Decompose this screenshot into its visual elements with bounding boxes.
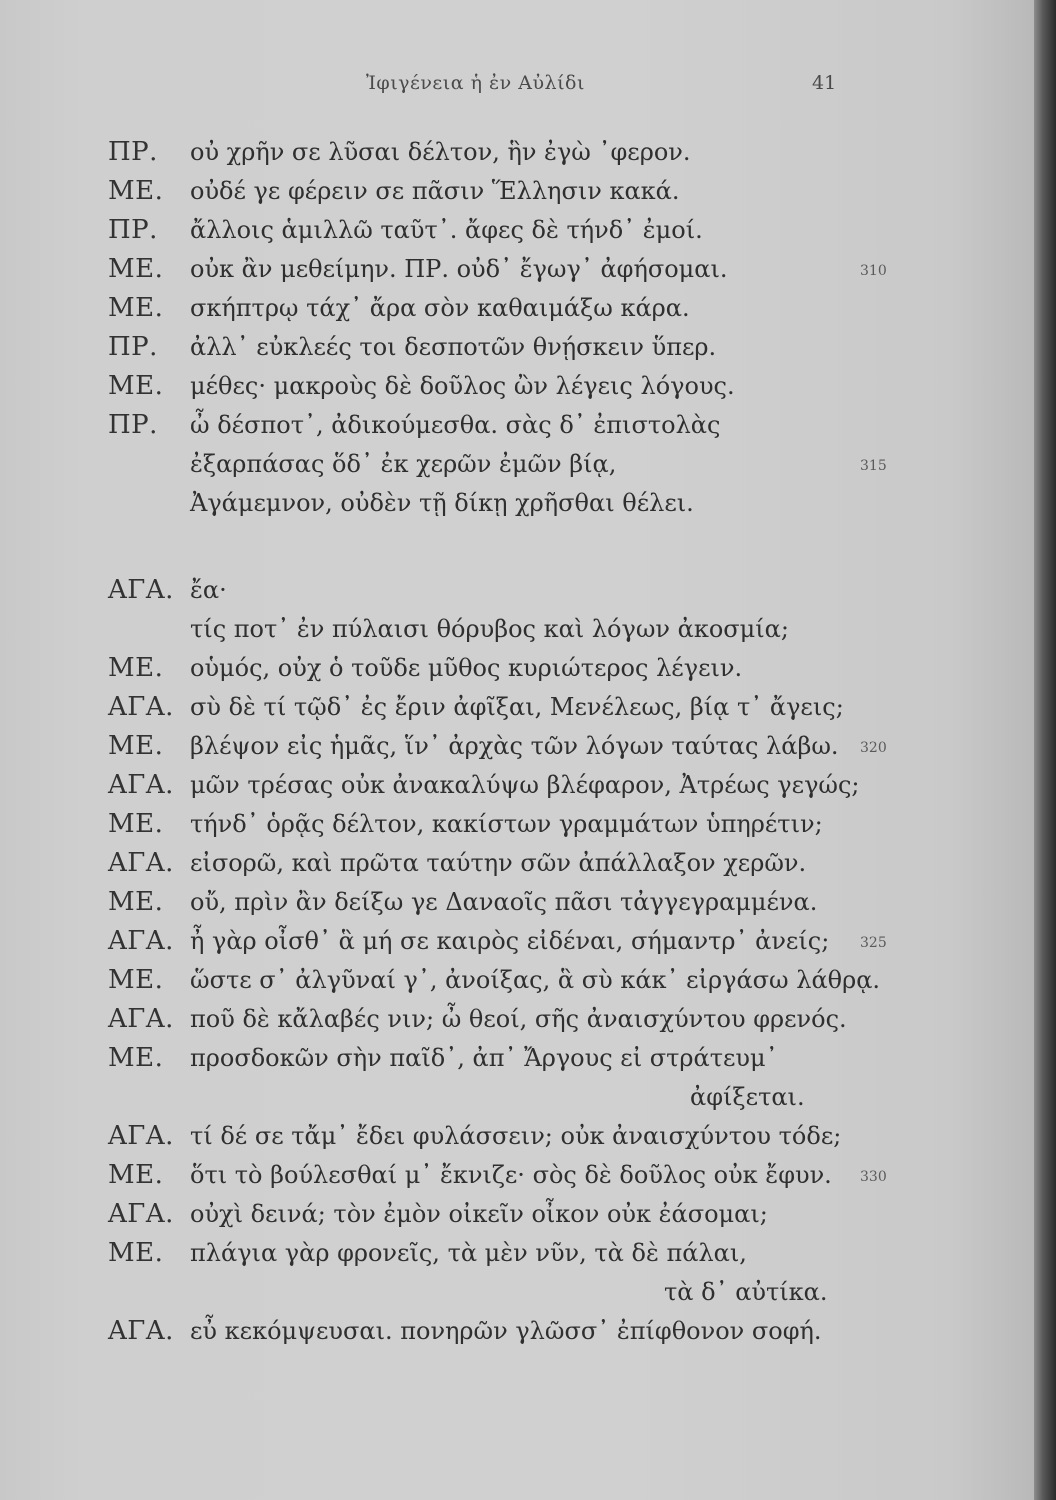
verse-text-line: τί δέ σε τἄμ᾽ ἔδει φυλάσσειν; οὐκ ἀναισχύντου τόδε; [190, 1122, 842, 1150]
running-title: Ἰφιγένεια ἡ ἐν Αὐλίδι [366, 72, 585, 94]
verse-text-line: οὐ χρῆν σε λῦσαι δέλτον, ἣν ἐγὼ ᾽φερον. [190, 138, 691, 166]
verse-line [0, 254, 1034, 294]
speaker-label: ΑΓΑ. [108, 1121, 174, 1151]
verse-text-line: ὦ δέσποτ᾽, ἀδικούμεσθα. σὰς δ᾽ ἐπιστολὰς [190, 411, 721, 439]
verse-line [0, 809, 1034, 849]
speaker-label: ΜΕ. [108, 293, 164, 323]
speaker-label: ΜΕ. [108, 371, 164, 401]
verse-text-line: σκήπτρῳ τάχ᾽ ἄρα σὸν καθαιμάξω κάρα. [190, 294, 690, 322]
verse-text-line: οὐδέ γε φέρειν σε πᾶσιν Ἕλλησιν κακά. [190, 177, 680, 205]
verse-text-line: ἀφίξεται. [690, 1083, 805, 1111]
verse-text-line: ὅτι τὸ βούλεσθαί μ᾽ ἔκνιζε· σὸς δὲ δοῦλος οὐκ ἔφυν. [190, 1161, 832, 1189]
verse-text-line: οὑμός, οὐχ ὁ τοῦδε μῦθος κυριώτερος λέγειν. [190, 654, 743, 682]
verse-text-line: οὐκ ἂν μεθείμην. ΠΡ. οὐδ᾽ ἔγωγ᾽ ἀφήσομαι. [190, 255, 728, 283]
speaker-label: ΠΡ. [108, 332, 158, 362]
verse-text-line: ὥστε σ᾽ ἀλγῦναί γ᾽, ἀνοίξας, ἃ σὺ κάκ᾽ εἰργάσω λάθρᾳ. [190, 966, 881, 994]
page-number: 41 [812, 72, 837, 94]
verse-line [0, 1316, 1034, 1356]
verse-line [0, 1199, 1034, 1239]
verse-text-line: ἄλλοις ἁμιλλῶ ταῦτ᾽. ἄφες δὲ τήνδ᾽ ἐμοί. [190, 216, 703, 244]
verse-text-line: οὔ, πρὶν ἂν δείξω γε Δαναοῖς πᾶσι τἀγγεγραμμένα. [190, 888, 818, 916]
speaker-label: ΜΕ. [108, 965, 164, 995]
verse-text-line: Ἀγάμεμνον, οὐδὲν τῇ δίκῃ χρῆσθαι θέλει. [190, 489, 694, 517]
verse-text-line: ἔα· [190, 576, 227, 604]
verse-text-line: ἀλλ᾽ εὐκλεές τοι δεσποτῶν θνῄσκειν ὕπερ. [190, 333, 717, 361]
speaker-label: ΑΓΑ. [108, 1004, 174, 1034]
speaker-label: ΑΓΑ. [108, 848, 174, 878]
verse-line [0, 1004, 1034, 1044]
speaker-label: ΑΓΑ. [108, 575, 174, 605]
verse-line [0, 1277, 1034, 1317]
speaker-label: ΜΕ. [108, 1043, 164, 1073]
verse-line [0, 614, 1034, 654]
verse-text-line: σὺ δὲ τί τῷδ᾽ ἐς ἔριν ἀφῖξαι, Μενέλεως, βίᾳ τ᾽ ἄγεις; [190, 693, 844, 721]
speaker-label: ΑΓΑ. [108, 926, 174, 956]
speaker-label: ΜΕ. [108, 1160, 164, 1190]
verse-line [0, 371, 1034, 411]
verse-line [0, 1238, 1034, 1278]
speaker-label: ΜΕ. [108, 254, 164, 284]
verse-line [0, 1043, 1034, 1083]
page-edge-shadow [1034, 0, 1056, 1500]
verse-line [0, 215, 1034, 255]
speaker-label: ΑΓΑ. [108, 692, 174, 722]
verse-text-line: ἐξαρπάσας ὅδ᾽ ἐκ χερῶν ἐμῶν βίᾳ, [190, 450, 617, 478]
verse-text-line: μῶν τρέσας οὐκ ἀνακαλύψω βλέφαρον, Ἀτρέως γεγώς; [190, 771, 860, 799]
verse-line [0, 293, 1034, 333]
speaker-label: ΠΡ. [108, 410, 158, 440]
verse-line [0, 731, 1034, 771]
verse-text-line: προσδοκῶν σὴν παῖδ᾽, ἀπ᾽ Ἄργους εἰ στράτευμ᾽ [190, 1044, 778, 1072]
verse-line [0, 887, 1034, 927]
speaker-label: ΑΓΑ. [108, 1199, 174, 1229]
verse-line [0, 332, 1034, 372]
verse-text-line: μέθες· μακροὺς δὲ δοῦλος ὢν λέγεις λόγους. [190, 372, 735, 400]
verse-text-line: βλέψον εἰς ἡμᾶς, ἵν᾽ ἀρχὰς τῶν λόγων ταύτας λάβω. [190, 732, 839, 760]
speaker-label: ΜΕ. [108, 887, 164, 917]
verse-text-line: ποῦ δὲ κἄλαβές νιν; ὦ θεοί, σῆς ἀναισχύντου φρενός. [190, 1005, 847, 1033]
line-number: 310 [860, 263, 887, 279]
verse-text-line: εἰσορῶ, καὶ πρῶτα ταύτην σῶν ἀπάλλαξον χερῶν. [190, 849, 807, 877]
line-number: 330 [860, 1169, 887, 1185]
verse-line [0, 926, 1034, 966]
verse-line [0, 575, 1034, 615]
verse-line [0, 1121, 1034, 1161]
verse-line [0, 965, 1034, 1005]
speaker-label: ΑΓΑ. [108, 1316, 174, 1346]
verse-line [0, 1160, 1034, 1200]
speaker-label: ΜΕ. [108, 809, 164, 839]
verse-text-line: οὐχὶ δεινά; τὸν ἐμὸν οἰκεῖν οἶκον οὐκ ἐάσομαι; [190, 1200, 768, 1228]
verse-line [0, 653, 1034, 693]
verse-line [0, 692, 1034, 732]
verse-line [0, 410, 1034, 450]
verse-text-line: τήνδ᾽ ὁρᾷς δέλτον, κακίστων γραμμάτων ὑπηρέτιν; [190, 810, 823, 838]
speaker-label: ΜΕ. [108, 1238, 164, 1268]
verse-text-line: ἦ γὰρ οἶσθ᾽ ἃ μή σε καιρὸς εἰδέναι, σήμαντρ᾽ ἀνείς; [190, 927, 830, 955]
verse-text-line: τίς ποτ᾽ ἐν πύλαισι θόρυβος καὶ λόγων ἀκοσμία; [190, 615, 789, 643]
speaker-label: ΜΕ. [108, 176, 164, 206]
speaker-label: ΑΓΑ. [108, 770, 174, 800]
speaker-label: ΜΕ. [108, 731, 164, 761]
speaker-label: ΠΡ. [108, 137, 158, 167]
verse-line [0, 1082, 1034, 1122]
line-number: 315 [860, 458, 887, 474]
speaker-label: ΜΕ. [108, 653, 164, 683]
verse-text-line: πλάγια γὰρ φρονεῖς, τὰ μὲν νῦν, τὰ δὲ πάλαι, [190, 1239, 747, 1267]
verse-line [0, 488, 1034, 528]
verse-text-line: εὖ κεκόμψευσαι. πονηρῶν γλῶσσ᾽ ἐπίφθονον σοφή. [190, 1317, 822, 1345]
verse-line [0, 176, 1034, 216]
speaker-label: ΠΡ. [108, 215, 158, 245]
verse-line [0, 770, 1034, 810]
verse-text-line: τὰ δ᾽ αὐτίκα. [664, 1278, 828, 1306]
line-number: 320 [860, 740, 887, 756]
verse-line [0, 137, 1034, 177]
verse-line [0, 848, 1034, 888]
line-number: 325 [860, 935, 887, 951]
verse-line [0, 449, 1034, 489]
